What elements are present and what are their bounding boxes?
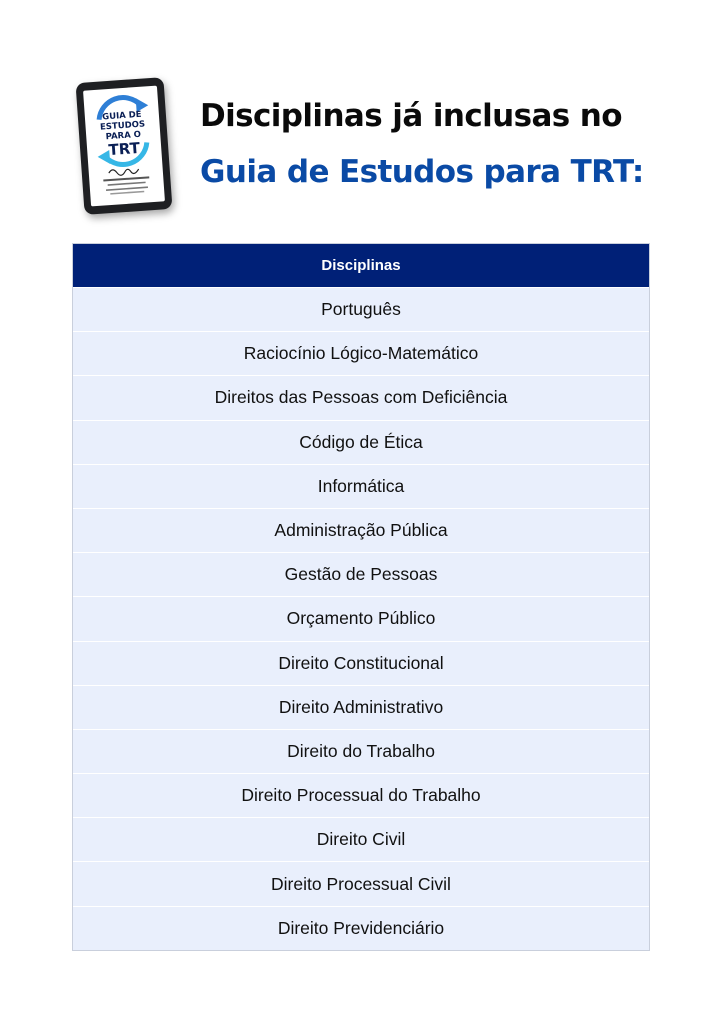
heading-line-1: Disciplinas já inclusas no	[200, 98, 622, 134]
table-row: Informática	[73, 464, 649, 508]
table-row: Português	[73, 287, 649, 331]
table-row: Direito Constitucional	[73, 641, 649, 685]
table-row: Direito Administrativo	[73, 685, 649, 729]
table-row: Direitos das Pessoas com Deficiência	[73, 375, 649, 419]
guide-tablet-image	[76, 77, 173, 215]
table-row: Raciocínio Lógico-Matemático	[73, 331, 649, 375]
book-cover	[83, 86, 165, 207]
page-heading	[200, 88, 700, 200]
cover-title-line: ESTUDOS	[99, 119, 146, 133]
table-header: Disciplinas	[73, 244, 649, 287]
table-row: Orçamento Público	[73, 596, 649, 640]
cover-title-line: TRT	[107, 138, 141, 160]
table-row: Administração Pública	[73, 508, 649, 552]
heading-line-2: Guia de Estudos para TRT:	[200, 154, 644, 190]
cover-title-line: GUIA DE	[101, 109, 142, 123]
disciplines-table	[72, 243, 650, 951]
table-row: Direito Civil	[73, 817, 649, 861]
cover-title-line: PARA O	[105, 129, 142, 143]
book-cover-art	[83, 86, 165, 207]
table-row: Direito Previdenciário	[73, 906, 649, 950]
table-row: Direito do Trabalho	[73, 729, 649, 773]
table-row: Código de Ética	[73, 420, 649, 464]
table-row: Direito Processual do Trabalho	[73, 773, 649, 817]
table-row: Direito Processual Civil	[73, 861, 649, 905]
table-row: Gestão de Pessoas	[73, 552, 649, 596]
